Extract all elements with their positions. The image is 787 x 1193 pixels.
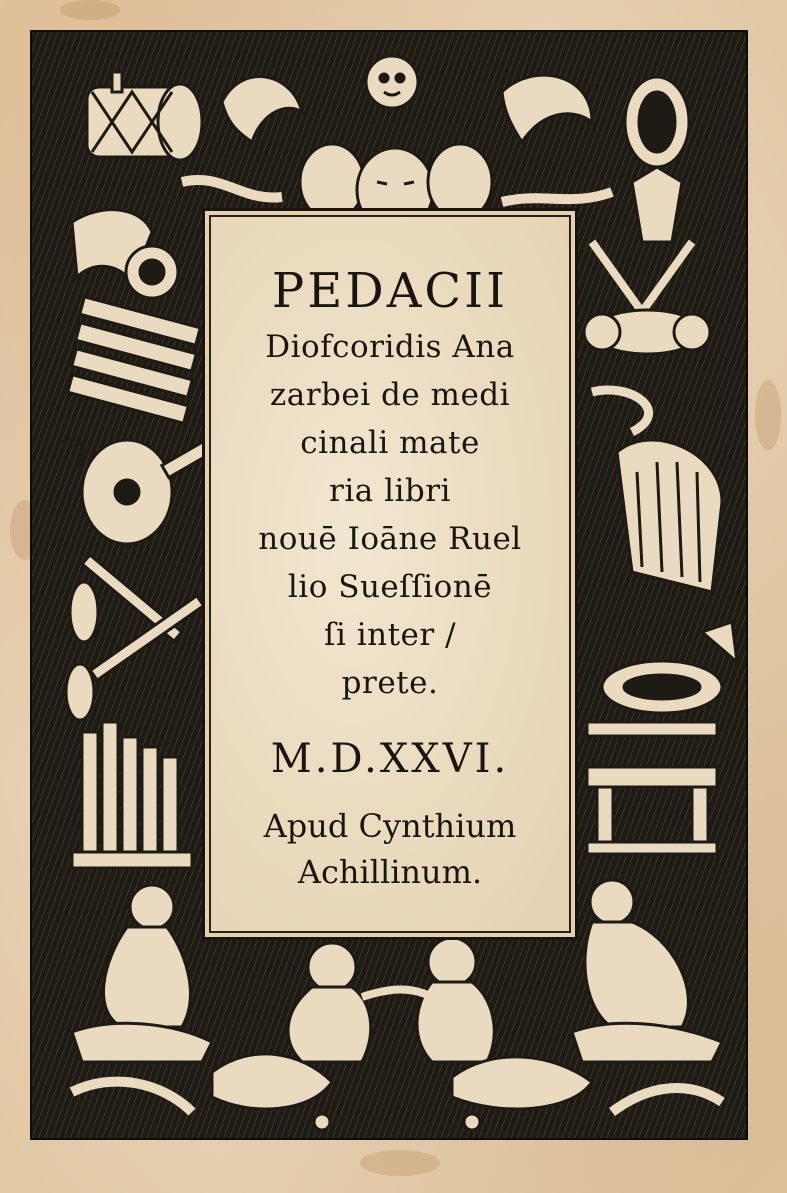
title-line: cinali mate bbox=[300, 425, 480, 461]
title-line: ſi inter / bbox=[323, 617, 457, 653]
paper-stain bbox=[755, 380, 781, 450]
title-line: prete. bbox=[341, 665, 439, 701]
title-line: lio Sueſſionē bbox=[287, 569, 493, 605]
paper-stain bbox=[60, 0, 120, 20]
author-title: PEDACII bbox=[271, 263, 509, 319]
title-text-panel bbox=[202, 208, 578, 940]
title-line: nouē Ioāne Ruel bbox=[258, 521, 522, 557]
imprint-line: Achillinum. bbox=[297, 853, 483, 891]
imprint-line: Apud Cynthium bbox=[263, 807, 517, 845]
publication-date: M.D.XXVI. bbox=[270, 736, 510, 782]
title-line: ria libri bbox=[329, 473, 451, 509]
paper-stain bbox=[360, 1150, 440, 1176]
title-line: Diofcoridis Ana bbox=[265, 329, 515, 365]
title-line: zarbei de medi bbox=[269, 377, 511, 413]
